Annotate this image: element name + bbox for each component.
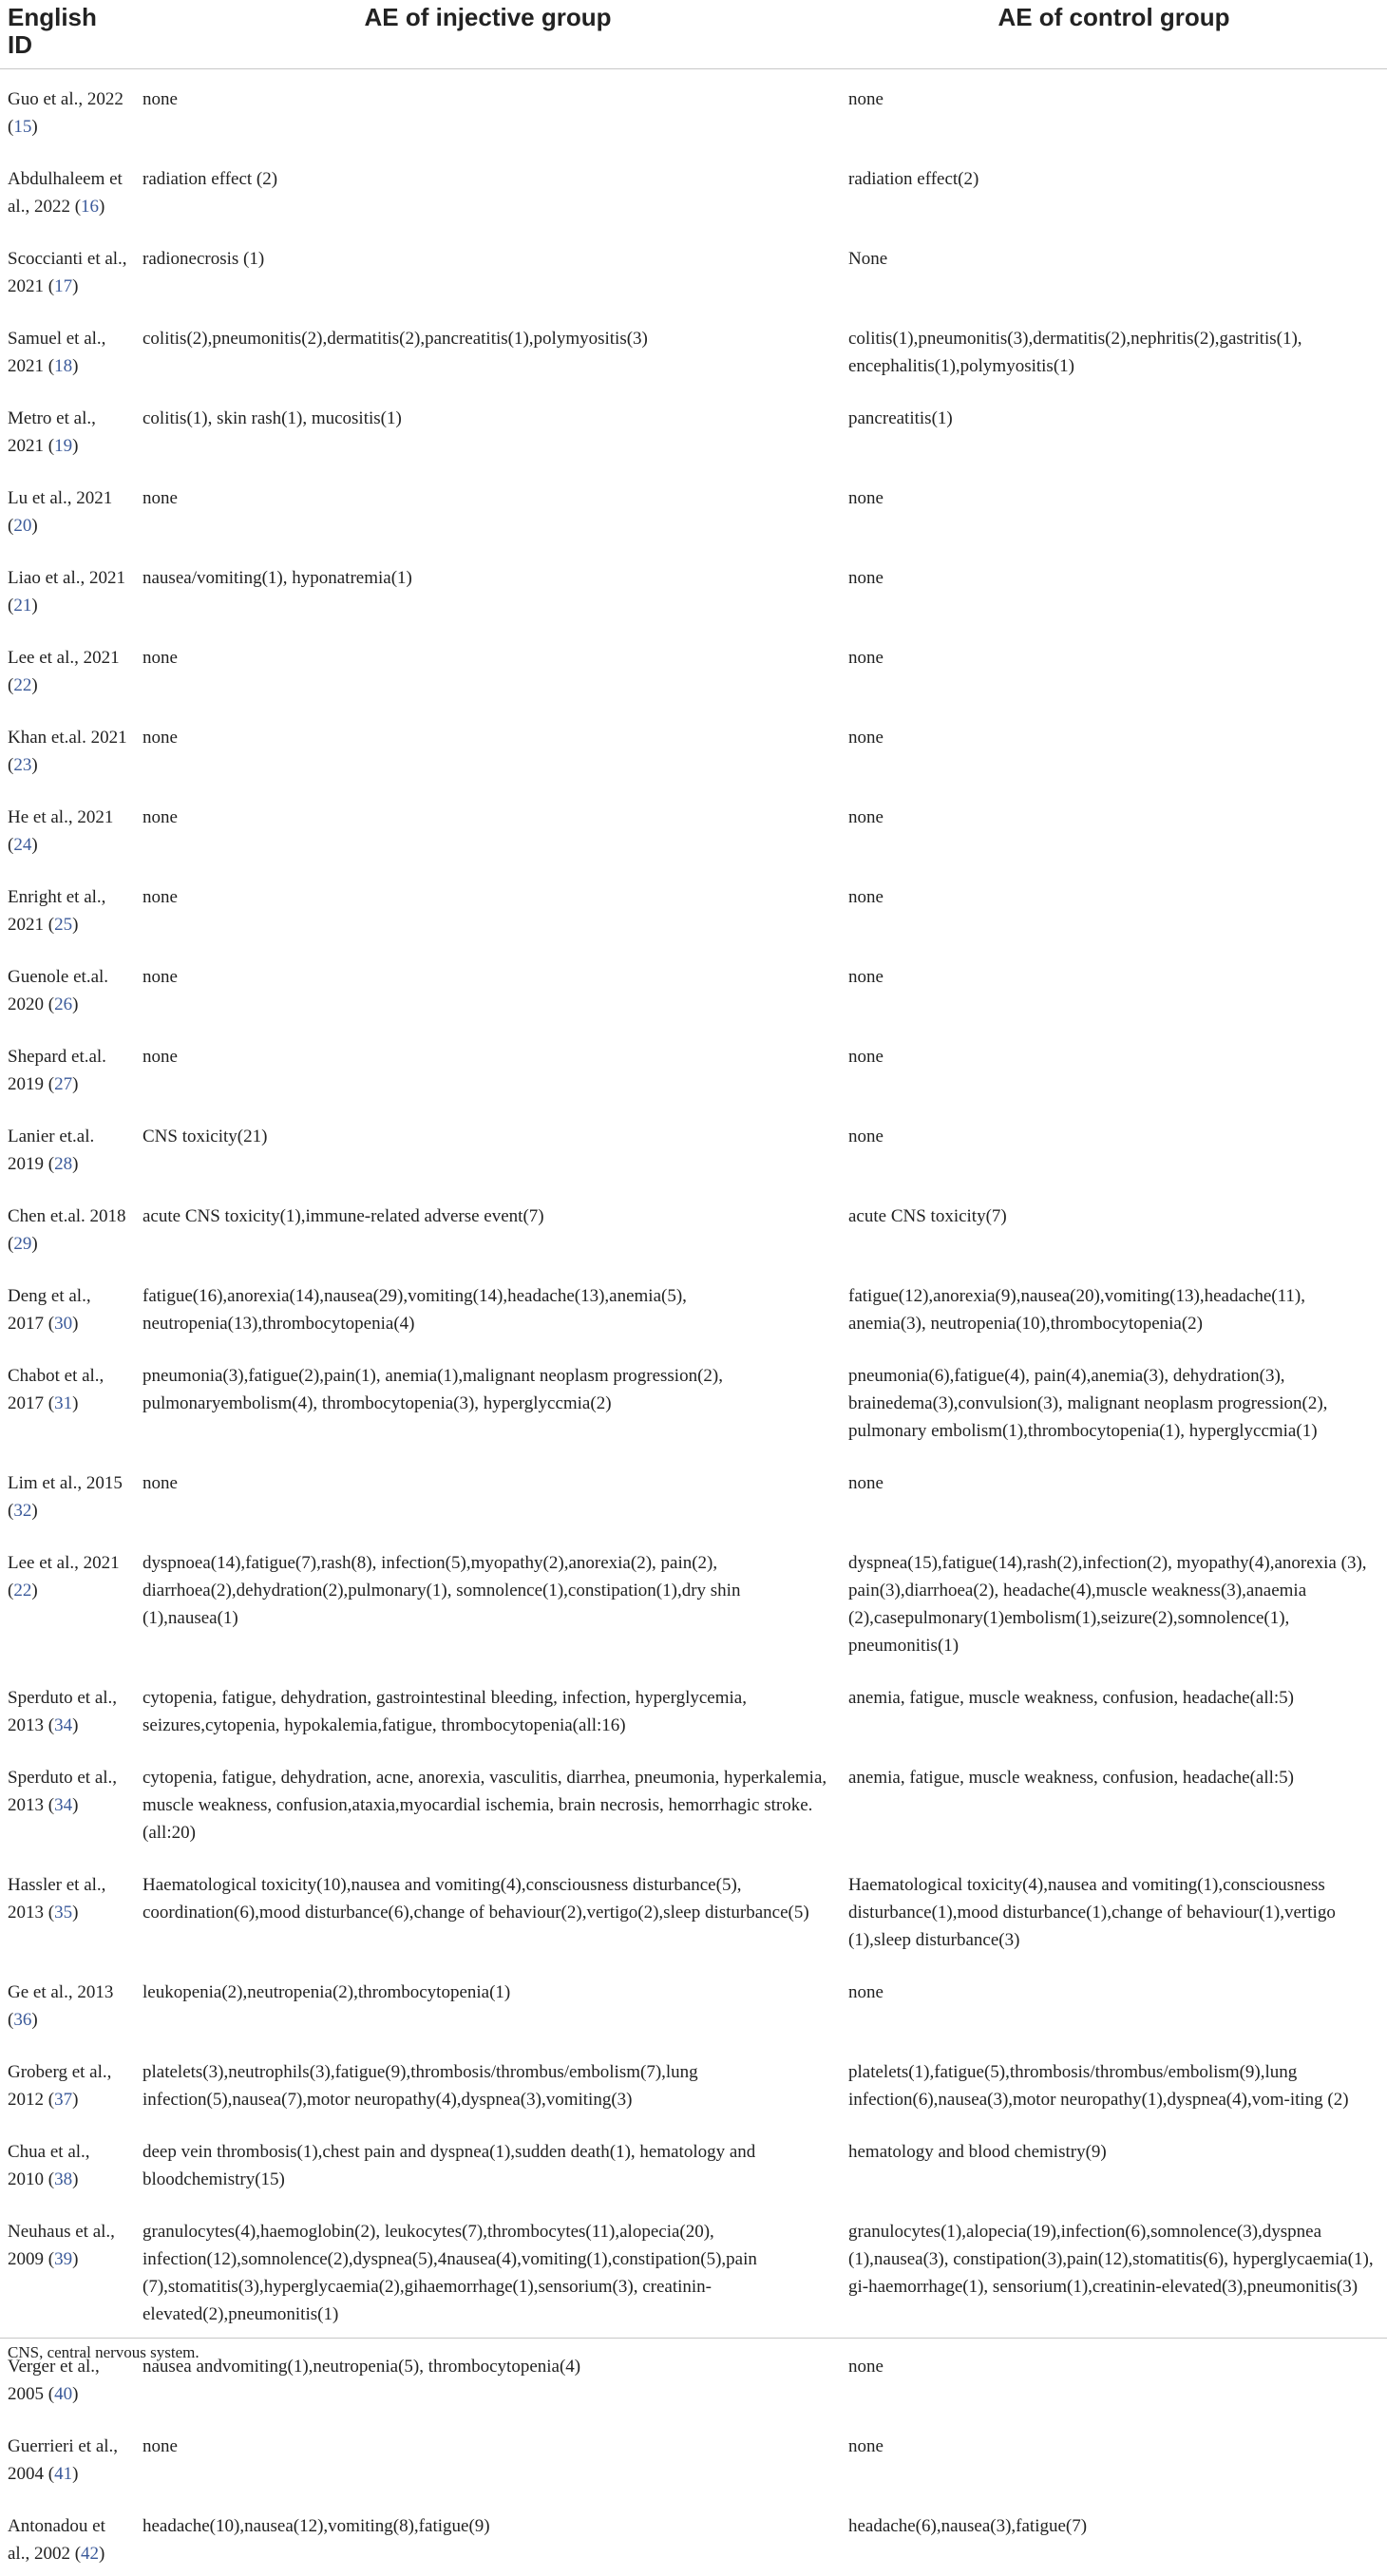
reference-link[interactable]: 35 [54, 1903, 72, 1923]
control-group-ae-cell: platelets(1),fatigue(5),thrombosis/thrombus/embolism(9),lung infection(6),nausea(3),motor neuropathy(1),dyspnea(4),vom-iting (2) [841, 2042, 1387, 2122]
study-author: Hassler et al., 2013 [8, 1875, 105, 1923]
injective-group-ae-cell: none [135, 468, 841, 548]
study-id-cell: He et al., 2021 (24) [0, 787, 135, 867]
control-group-ae-cell: hematology and blood chemistry(9) [841, 2122, 1387, 2202]
injective-group-ae-cell: nausea andvomiting(1),neutropenia(5), thrombocytopenia(4) [135, 2337, 841, 2416]
control-group-ae-cell: pneumonia(6),fatigue(4), pain(4),anemia(3), dehydration(3), brainedema(3),convulsion(3), malignant neoplasm progression(2), pulmonary embolism(1),thrombocytopenia(1), hyperglyccmia(1) [841, 1346, 1387, 1453]
study-author: Chua et al., 2010 [8, 2142, 90, 2189]
table-row [0, 628, 1387, 708]
table-row [0, 2202, 1387, 2337]
control-group-ae-cell: acute CNS toxicity(7) [841, 1186, 1387, 1266]
reference-link[interactable]: 39 [54, 2249, 72, 2269]
injective-group-ae-cell: acute CNS toxicity(1),immune-related adverse event(7) [135, 1186, 841, 1266]
header-ae-control-group: AE of control group [841, 0, 1387, 69]
table-body [0, 69, 1387, 2576]
table-row [0, 309, 1387, 388]
study-id-cell: Verger et al., 2005 (40) [0, 2337, 135, 2416]
study-author: Verger et al., 2005 [8, 2357, 100, 2404]
injective-group-ae-cell: none [135, 867, 841, 947]
control-group-ae-cell: none [841, 708, 1387, 787]
control-group-ae-cell: anemia, fatigue, muscle weakness, confusion, headache(all:5) [841, 1748, 1387, 1855]
reference-link[interactable]: 24 [13, 835, 31, 855]
header-english-id: English ID [0, 0, 135, 69]
reference-link[interactable]: 22 [13, 1581, 31, 1601]
reference-link[interactable]: 15 [13, 117, 31, 137]
study-author: Guo et al., 2022 [8, 89, 124, 109]
injective-group-ae-cell: leukopenia(2),neutropenia(2),thrombocytopenia(1) [135, 1962, 841, 2042]
table-row [0, 1453, 1387, 1533]
table-row [0, 2337, 1387, 2416]
injective-group-ae-cell: colitis(2),pneumonitis(2),dermatitis(2),pancreatitis(1),polymyositis(3) [135, 309, 841, 388]
injective-group-ae-cell: headache(10),nausea(12),vomiting(8),fatigue(9) [135, 2496, 841, 2576]
reference-link[interactable]: 40 [54, 2384, 72, 2404]
study-id-cell: Shepard et.al. 2019 (27) [0, 1027, 135, 1107]
study-author: He et al., 2021 [8, 807, 113, 827]
table-row [0, 708, 1387, 787]
table-row [0, 1266, 1387, 1346]
table-row [0, 1533, 1387, 1668]
injective-group-ae-cell: granulocytes(4),haemoglobin(2), leukocytes(7),thrombocytes(11),alopecia(20), infection(12),somnolence(2),dyspnea(5),4nausea(4),vomiting(1),constipation(5),pain (7),stomatitis(3),hyperglycaemia(2),gihaemorrhage(1),sensorium(3), creatinin-elevated(2),pneumonitis(1) [135, 2202, 841, 2337]
injective-group-ae-cell: nausea/vomiting(1), hyponatremia(1) [135, 548, 841, 628]
study-id-cell: Antonadou et al., 2002 (42) [0, 2496, 135, 2576]
study-id-cell: Lu et al., 2021 (20) [0, 468, 135, 548]
table-header [0, 0, 1387, 69]
control-group-ae-cell: none [841, 548, 1387, 628]
reference-link[interactable]: 38 [54, 2169, 72, 2189]
study-author: Guerrieri et al., 2004 [8, 2436, 118, 2484]
injective-group-ae-cell: colitis(1), skin rash(1), mucositis(1) [135, 388, 841, 468]
control-group-ae-cell: anemia, fatigue, muscle weakness, confusion, headache(all:5) [841, 1668, 1387, 1748]
study-id-cell: Sperduto et al., 2013 (34) [0, 1668, 135, 1748]
footnote-divider [0, 2338, 1387, 2339]
table-row [0, 2042, 1387, 2122]
study-id-cell: Samuel et al., 2021 (18) [0, 309, 135, 388]
reference-link[interactable]: 19 [54, 436, 72, 456]
study-id-cell: Lee et al., 2021 (22) [0, 628, 135, 708]
study-id-cell: Guenole et.al. 2020 (26) [0, 947, 135, 1027]
reference-link[interactable]: 22 [13, 675, 31, 695]
reference-link[interactable]: 27 [54, 1074, 72, 1094]
injective-group-ae-cell: platelets(3),neutrophils(3),fatigue(9),thrombosis/thrombus/embolism(7),lung infection(5),nausea(7),motor neuropathy(4),dyspnea(3),vomiting(3) [135, 2042, 841, 2122]
reference-link[interactable]: 34 [54, 1795, 72, 1815]
study-author: Sperduto et al., 2013 [8, 1688, 117, 1735]
study-id-cell: Abdulhaleem et al., 2022 (16) [0, 149, 135, 229]
reference-link[interactable]: 28 [54, 1154, 72, 1174]
control-group-ae-cell: headache(6),nausea(3),fatigue(7) [841, 2496, 1387, 2576]
injective-group-ae-cell: none [135, 628, 841, 708]
study-id-cell: Guo et al., 2022 (15) [0, 69, 135, 150]
study-id-cell: Lanier et.al. 2019 (28) [0, 1107, 135, 1186]
reference-link[interactable]: 41 [54, 2464, 72, 2484]
table-row [0, 787, 1387, 867]
reference-link[interactable]: 36 [13, 2010, 31, 2030]
study-author: Liao et al., 2021 [8, 568, 125, 588]
header-ae-injective-group: AE of injective group [135, 0, 841, 69]
injective-group-ae-cell: radiation effect (2) [135, 149, 841, 229]
study-author: Chabot et al., 2017 [8, 1366, 104, 1413]
control-group-ae-cell: fatigue(12),anorexia(9),nausea(20),vomiting(13),headache(11), anemia(3), neutropenia(10),thrombocytopenia(2) [841, 1266, 1387, 1346]
table-footnote: CNS, central nervous system. [8, 2343, 200, 2362]
study-id-cell: Guerrieri et al., 2004 (41) [0, 2416, 135, 2496]
study-id-cell: Groberg et al., 2012 (37) [0, 2042, 135, 2122]
control-group-ae-cell: none [841, 2416, 1387, 2496]
control-group-ae-cell: none [841, 628, 1387, 708]
study-id-cell: Enright et al., 2021 (25) [0, 867, 135, 947]
injective-group-ae-cell: radionecrosis (1) [135, 229, 841, 309]
injective-group-ae-cell: none [135, 787, 841, 867]
study-author: Lim et al., 2015 [8, 1473, 123, 1493]
reference-link[interactable]: 32 [13, 1501, 31, 1521]
study-author: Lu et al., 2021 [8, 488, 112, 508]
study-author: Sperduto et al., 2013 [8, 1768, 117, 1815]
injective-group-ae-cell: none [135, 2416, 841, 2496]
study-author: Metro et al., 2021 [8, 408, 96, 456]
table-row [0, 1107, 1387, 1186]
table-row [0, 388, 1387, 468]
control-group-ae-cell: granulocytes(1),alopecia(19),infection(6),somnolence(3),dyspnea (1),nausea(3), constipation(3),pain(12),stomatitis(6), hyperglycaemia(1), gi-haemorrhage(1), sensorium(1),creatinin-elevated(3),pneumonitis(3) [841, 2202, 1387, 2337]
injective-group-ae-cell: none [135, 1027, 841, 1107]
study-author: Neuhaus et al., 2009 [8, 2222, 115, 2269]
study-id-cell: Deng et al., 2017 (30) [0, 1266, 135, 1346]
control-group-ae-cell: none [841, 1107, 1387, 1186]
injective-group-ae-cell: pneumonia(3),fatigue(2),pain(1), anemia(1),malignant neoplasm progression(2), pulmonaryembolism(4), thrombocytopenia(3), hyperglyccmia(2) [135, 1346, 841, 1453]
study-id-cell: Chabot et al., 2017 (31) [0, 1346, 135, 1453]
table-row [0, 2416, 1387, 2496]
reference-link[interactable]: 16 [81, 197, 99, 217]
reference-link[interactable]: 42 [81, 2544, 99, 2564]
study-id-cell: Sperduto et al., 2013 (34) [0, 1748, 135, 1855]
control-group-ae-cell: none [841, 69, 1387, 150]
table-row [0, 2122, 1387, 2202]
table-row [0, 1346, 1387, 1453]
study-id-cell: Lee et al., 2021 (22) [0, 1533, 135, 1668]
reference-link[interactable]: 20 [13, 516, 31, 536]
injective-group-ae-cell: cytopenia, fatigue, dehydration, acne, anorexia, vasculitis, diarrhea, pneumonia, hyperkalemia, muscle weakness, confusion,ataxia,myocardial ischemia, brain necrosis, hemorrhagic stroke.(all:20) [135, 1748, 841, 1855]
table-row [0, 1855, 1387, 1962]
study-author: Enright et al., 2021 [8, 887, 105, 935]
table-row [0, 1668, 1387, 1748]
control-group-ae-cell: colitis(1),pneumonitis(3),dermatitis(2),nephritis(2),gastritis(1), encephalitis(1),polymyositis(1) [841, 309, 1387, 388]
study-id-cell: Lim et al., 2015 (32) [0, 1453, 135, 1533]
table-row [0, 867, 1387, 947]
table-row [0, 468, 1387, 548]
control-group-ae-cell: none [841, 1027, 1387, 1107]
reference-link[interactable]: 25 [54, 915, 72, 935]
control-group-ae-cell: none [841, 1962, 1387, 2042]
reference-link[interactable]: 29 [13, 1234, 31, 1254]
study-author: Deng et al., 2017 [8, 1286, 91, 1334]
reference-link[interactable]: 26 [54, 994, 72, 1014]
injective-group-ae-cell: none [135, 708, 841, 787]
injective-group-ae-cell: dyspnoea(14),fatigue(7),rash(8), infection(5),myopathy(2),anorexia(2), pain(2), diarrhoea(2),dehydration(2),pulmonary(1), somnolence(1),constipation(1),dry shin (1),nausea(1) [135, 1533, 841, 1668]
control-group-ae-cell: dyspnea(15),fatigue(14),rash(2),infection(2), myopathy(4),anorexia (3), pain(3),diarrhoea(2), headache(4),muscle weakness(3),anaemia (2),casepulmonary(1)embolism(1),seizure(2),somnolence(1), pneumonitis(1) [841, 1533, 1387, 1668]
reference-link[interactable]: 21 [13, 596, 31, 616]
control-group-ae-cell: none [841, 947, 1387, 1027]
injective-group-ae-cell: none [135, 947, 841, 1027]
table-row [0, 229, 1387, 309]
study-author: Antonadou et al., 2002 [8, 2516, 105, 2564]
reference-link[interactable]: 23 [13, 755, 31, 775]
control-group-ae-cell: none [841, 867, 1387, 947]
table-row [0, 548, 1387, 628]
study-id-cell: Chua et al., 2010 (38) [0, 2122, 135, 2202]
injective-group-ae-cell: fatigue(16),anorexia(14),nausea(29),vomiting(14),headache(13),anemia(5), neutropenia(13),thrombocytopenia(4) [135, 1266, 841, 1346]
study-id-cell: Scoccianti et al., 2021 (17) [0, 229, 135, 309]
study-id-cell: Khan et.al. 2021 (23) [0, 708, 135, 787]
table-row [0, 1748, 1387, 1855]
study-id-cell: Neuhaus et al., 2009 (39) [0, 2202, 135, 2337]
table-row [0, 947, 1387, 1027]
injective-group-ae-cell: cytopenia, fatigue, dehydration, gastrointestinal bleeding, infection, hyperglycemia, seizures,cytopenia, hypokalemia,fatigue, thrombocytopenia(all:16) [135, 1668, 841, 1748]
reference-link[interactable]: 31 [54, 1393, 72, 1413]
injective-group-ae-cell: CNS toxicity(21) [135, 1107, 841, 1186]
control-group-ae-cell: none [841, 787, 1387, 867]
control-group-ae-cell: none [841, 468, 1387, 548]
study-author: Khan et.al. 2021 [8, 728, 127, 748]
reference-link[interactable]: 30 [54, 1314, 72, 1334]
study-author: Ge et al., 2013 [8, 1982, 113, 2002]
control-group-ae-cell: none [841, 1453, 1387, 1533]
header-row [0, 0, 1387, 69]
control-group-ae-cell: Haematological toxicity(4),nausea and vomiting(1),consciousness disturbance(1),mood disturbance(1),change of behaviour(1),vertigo (1),sleep disturbance(3) [841, 1855, 1387, 1962]
injective-group-ae-cell: deep vein thrombosis(1),chest pain and dyspnea(1),sudden death(1), hematology and bloodchemistry(15) [135, 2122, 841, 2202]
table-row [0, 69, 1387, 150]
study-author: Lanier et.al. 2019 [8, 1127, 94, 1174]
injective-group-ae-cell: none [135, 69, 841, 150]
table-row [0, 2496, 1387, 2576]
study-id-cell: Liao et al., 2021 (21) [0, 548, 135, 628]
study-id-cell: Ge et al., 2013 (36) [0, 1962, 135, 2042]
reference-link[interactable]: 17 [54, 276, 72, 296]
study-id-cell: Metro et al., 2021 (19) [0, 388, 135, 468]
control-group-ae-cell: radiation effect(2) [841, 149, 1387, 229]
study-author: Shepard et.al. 2019 [8, 1047, 106, 1094]
reference-link[interactable]: 34 [54, 1715, 72, 1735]
study-author: Lee et al., 2021 [8, 648, 120, 668]
study-author: Lee et al., 2021 [8, 1553, 120, 1573]
study-author: Scoccianti et al., 2021 [8, 249, 127, 296]
reference-link[interactable]: 37 [54, 2090, 72, 2110]
control-group-ae-cell: None [841, 229, 1387, 309]
injective-group-ae-cell: none [135, 1453, 841, 1533]
table-row [0, 1962, 1387, 2042]
table-row [0, 1027, 1387, 1107]
study-author: Groberg et al., 2012 [8, 2062, 111, 2110]
study-id-cell: Chen et.al. 2018 (29) [0, 1186, 135, 1266]
study-author: Abdulhaleem et al., 2022 [8, 169, 123, 217]
table-row [0, 1186, 1387, 1266]
study-id-cell: Hassler et al., 2013 (35) [0, 1855, 135, 1962]
control-group-ae-cell: pancreatitis(1) [841, 388, 1387, 468]
study-author: Samuel et al., 2021 [8, 329, 105, 376]
study-author: Chen et.al. 2018 [8, 1206, 126, 1226]
control-group-ae-cell: none [841, 2337, 1387, 2416]
study-author: Guenole et.al. 2020 [8, 967, 108, 1014]
table-row [0, 149, 1387, 229]
reference-link[interactable]: 18 [54, 356, 72, 376]
injective-group-ae-cell: Haematological toxicity(10),nausea and vomiting(4),consciousness disturbance(5), coordination(6),mood disturbance(6),change of behaviour(2),vertigo(2),sleep disturbance(5) [135, 1855, 841, 1962]
